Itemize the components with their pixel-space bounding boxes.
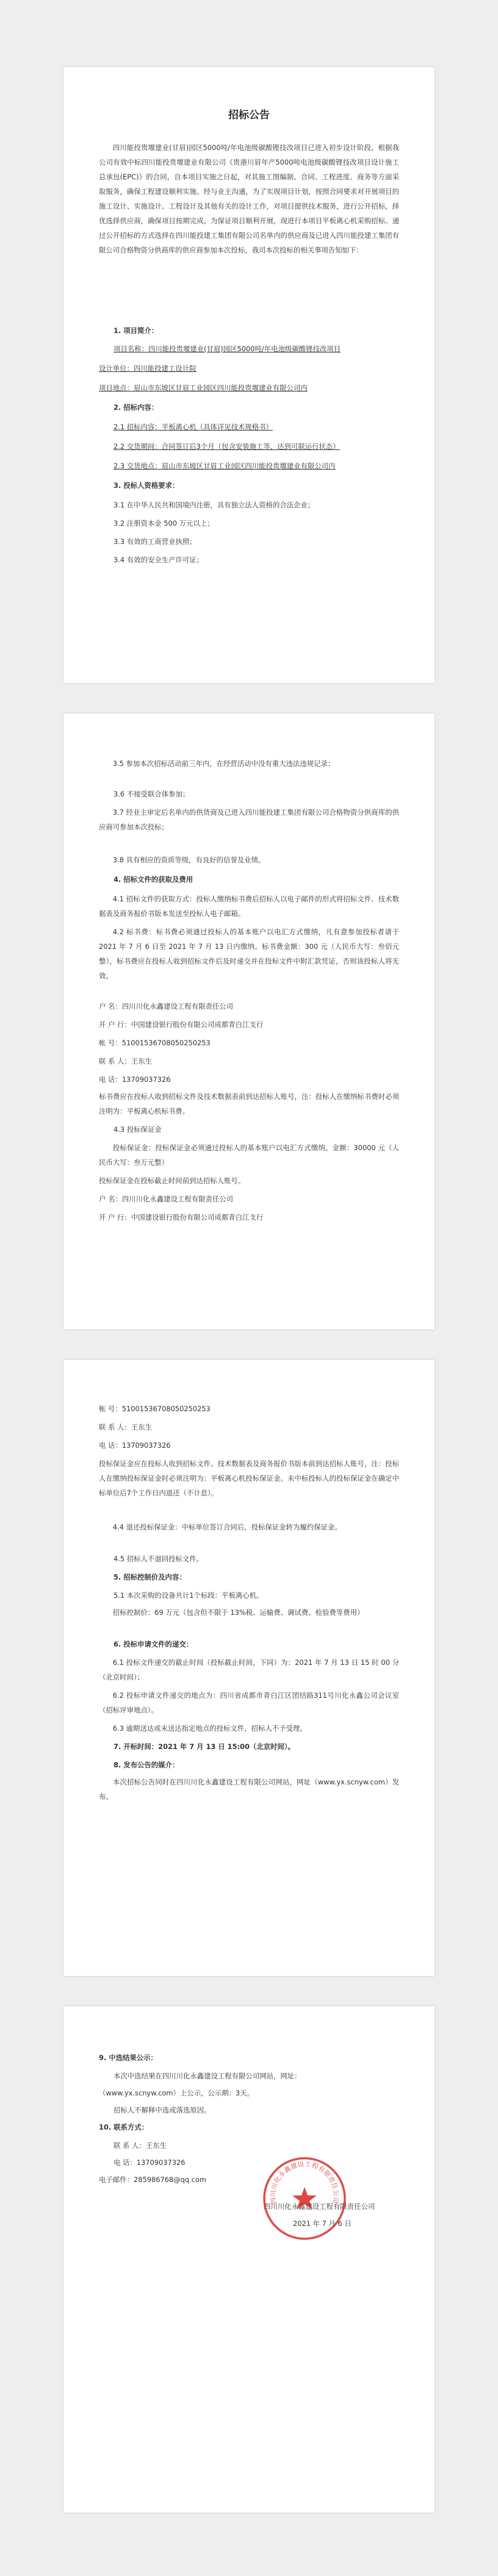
bid-bond-note: 投标保证金应在投标人收到招标文件、技术数据表及商务报价书版本前到达招标人账号，注：投标人在缴纳投标保证金时必须注明为：平板离心机投标保证金。未中标投标人的投标保证金在确定中标单位后7个工作日内退还（不计息）。 — [99, 1459, 399, 1497]
clause-5-1: 5.1 本次采购的设备共计1个标段：平板离心机。 — [114, 1591, 264, 1600]
final-contact-phone: 电 话：13709037326 — [114, 2158, 186, 2167]
clause-6-3: 6.3 逾期送达或未送达指定地点的投标文件，招标人不予受理。 — [112, 1724, 307, 1733]
design-unit: 设计单位：四川能投建工设计院 — [99, 364, 197, 373]
requirement-3-6: 3.6 不接受联合体参加； — [114, 790, 190, 798]
clause-9-3: 招标人不解释中选或落选原因。 — [114, 2106, 211, 2114]
document-page-4 — [63, 2006, 435, 2513]
contact-phone: 电 话：13709037326 — [99, 1075, 171, 1084]
delivery-location: 2.3 交货地点：眉山市东坡区甘眉工业园区四川能投贵堰建业有限公司内 — [114, 462, 336, 470]
bid-doc-fee: 4.2 标书费：标书费必须通过投标人的基本账户以电汇方式缴纳，凡有意参加投标者请于 2021 年 7 月 6 日至 2021 年 7 月 13 日内缴纳。标书费金额：300 元（人民币大写：叁佰元整），标书费应在投标人收到招标文件后及时递交并在投标文件中附汇款凭证，否则该投标人将无效。 — [99, 928, 399, 980]
requirement-3-3: 3.3 有效的工商营业执照； — [114, 537, 197, 546]
svg-text:四川川化永鑫建设工程有限责任公司: 四川川化永鑫建设工程有限责任公司 — [269, 2160, 340, 2205]
clause-6-2: 6.2 投标申请文件递交的地点为：四川省成都市青白江区团结路311号川化永鑫公司会议室（招标评审地点）。 — [99, 1691, 399, 1714]
contact-person: 联 系 人：王东生 — [99, 1057, 152, 1065]
final-contact-person: 联 系 人：王东生 — [114, 2141, 167, 2150]
section-2-title: 2. 招标内容： — [114, 403, 159, 412]
sign-date: 2021 年 7 月 6 日 — [293, 2219, 352, 2228]
document-page-1 — [63, 67, 435, 683]
signer-company: 四川川化永鑫建设工程有限责任公司 — [264, 2202, 375, 2211]
bid-content: 2.1 招标内容：平板离心机（具体详见技术规格书） — [114, 423, 273, 431]
project-location: 项目地点：眉山市东坡区甘眉工业园区四川能投贵堰建业有限公司内 — [99, 384, 308, 392]
page-title: 招标公告 — [228, 109, 270, 121]
document-page-2 — [63, 714, 435, 1329]
account-bank-2: 开 户 行：中国建设银行股份有限公司成都青白江支行 — [99, 1213, 264, 1222]
delivery-period: 2.2 交货期间：合同签订后3个月（包含安装施工等，达到可联运行状态） — [114, 442, 340, 451]
requirement-3-4: 3.4 有效的安全生产许可证； — [114, 556, 204, 564]
account-name: 户 名：四川川化永鑫建设工程有限责任公司 — [99, 1002, 234, 1011]
requirement-3-5: 3.5 参加本次招标活动前三年内，在经营活动中没有重大违法违规记录； — [112, 759, 335, 768]
requirement-3-2: 3.2 注册资本金 500 万元以上； — [114, 519, 214, 528]
bid-bond-refund: 4.4 退还投标保证金：中标单位签订合同后，投标保证金转为履约保证金。 — [112, 1523, 342, 1531]
section-7-opening-time: 7. 开标时间：2021 年 7 月 13 日 15:00（北京时间）。 — [114, 1742, 295, 1751]
control-price: 招标控制价：69 万元（包含但不限于 13%税、运输费、调试费、检验费等费用） — [112, 1608, 364, 1617]
clause-4-5: 4.5 招标人不退回投标文件。 — [114, 1555, 204, 1563]
account-number: 帐 号：51001536708050250253 — [99, 1039, 211, 1047]
section-10-title: 10. 联系方式： — [99, 2123, 149, 2131]
bid-bond-title: 4.3 投标保证金 — [114, 1125, 162, 1134]
account-name-2: 户 名：四川川化永鑫建设工程有限责任公司 — [99, 1195, 234, 1203]
bid-bond-detail: 投标保证金：投标保证金必须通过投标人的基本账户以电汇方式缴纳。金额：30000 元（人民币大写：叁万元整） — [99, 1143, 399, 1167]
final-contact-email: 电子邮件：285986768@qq.com — [99, 2175, 206, 2184]
contact-person-2: 联 系 人：王东生 — [99, 1423, 152, 1431]
bid-doc-method: 4.1 招标文件的获取方式：投标人缴纳标书费后招标人以电子邮件的形式将招标文件、技术数据表及商务报价书版本发送至投标人电子邮箱。 — [99, 895, 399, 918]
bid-bond-deadline: 投标保证金在投标截止时间前到达招标人账号。 — [99, 1176, 245, 1185]
section-8-title: 8. 发布公告的媒介： — [114, 1761, 179, 1769]
intro-paragraph: 四川能投贵堰建业(甘眉)园区5000吨/年电池级碳酸锂技改项目已进入初步设计阶段。根据我公司有效中标四川能投贵堰建业有限公司《贵港川眉年产5000吨电池级碳酸锂技改项目设计施工总承包(EPC)》的合同，自本项目实施之日起，对其施工图编制、合同、工程进度、商务等方面采取服务，确保工程建设顺利实施。经与业主沟通，为了实现项目计划，按照合同要求对开展项目的施工设计、实施设计、工程设计及其他有关的设计工作，对项目提供技术服务，进行公开招标，择优选择供应商，确保项目按期完成。为保证项目顺利开展，现进行本项目平板离心机采购招标。通过公开招标的方式选择在四川能投建工集团有限公司名单内的供应商及已进入四川能投建工集团有限公司合格物资分供商库的供应商参加本次投标，我司本次投标的相关事项告知如下： — [99, 143, 399, 254]
clause-9-1: 本次中选结果在四川川化永鑫建设工程有限公司网站，网址： — [114, 2072, 301, 2080]
requirement-3-7: 3.7 经业主审定后名单内的供货商及已进入四川能投建工集团有限公司合格物资分供商库的供应商可参加本次投标； — [99, 808, 399, 831]
fee-note: 标书费应在投标人收到招标文件及技术数据表前到达招标人账号，注：投标人在缴纳标书费时必须注明为：平板离心机标书费。 — [99, 1092, 399, 1115]
section-6-title: 6. 投标申请文件的递交： — [114, 1640, 193, 1648]
section-3-title: 3. 投标人资格要求： — [114, 481, 179, 490]
requirement-3-8: 3.8 具有相应的资质等级，有良好的信誉及业绩。 — [112, 856, 265, 864]
company-seal-stamp — [259, 2153, 350, 2244]
clause-8-1: 本次招标公告同时在四川川化永鑫建设工程有限公司网站，网址（www.yx.scnyw.com）发布。 — [99, 1778, 399, 1801]
project-name: 项目名称：四川能投贵堰建业(甘眉)园区5000吨/年电池级碳酸锂技改项目 — [114, 345, 341, 353]
section-1-title: 1. 项目简介： — [114, 326, 159, 335]
account-bank: 开 户 行：中国建设银行股份有限公司成都青白江支行 — [99, 1020, 264, 1029]
section-9-title: 9. 中选结果公示： — [99, 2053, 157, 2062]
contact-phone-2: 电 话：13709037326 — [99, 1441, 171, 1450]
clause-6-1: 6.1 投标文件递交的截止时间（投标截止时间，下同）为：2021 年 7 月 13 日 15 时 00 分（北京时间）； — [99, 1658, 399, 1681]
clause-9-2: （www.yx.scnyw.com）上公示，公示期：3天。 — [99, 2089, 254, 2097]
document-page-3 — [63, 1360, 435, 1976]
requirement-3-1: 3.1 在中华人民共和国境内注册，具有独立法人资格的合法企业； — [114, 501, 315, 509]
account-number-2: 帐 号：51001536708050250253 — [99, 1404, 211, 1413]
section-5-title: 5. 招标控制价及内容： — [114, 1573, 186, 1581]
section-4-title: 4. 招标文件的获取及费用 — [114, 875, 193, 884]
